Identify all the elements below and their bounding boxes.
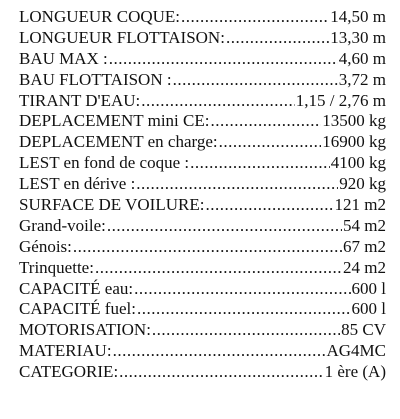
- spec-label: BAU FLOTTAISON :: [19, 69, 172, 89]
- spec-value: 16900 kg: [322, 132, 386, 152]
- dot-leader: [173, 70, 338, 91]
- dot-leader: [137, 299, 351, 320]
- dot-leader: [134, 279, 350, 300]
- spec-row-displacement-min: [0, 111, 400, 132]
- spec-value: 920 kg: [339, 174, 386, 194]
- spec-value: 54 m2: [343, 215, 386, 235]
- spec-row-waterline-beam: [0, 70, 400, 91]
- spec-value: 600 l: [351, 299, 386, 319]
- spec-label: CAPACITÉ fuel:: [19, 299, 136, 319]
- dot-leader: [181, 7, 329, 28]
- dot-leader: [107, 216, 342, 237]
- spec-value: 14,50 m: [330, 7, 386, 26]
- spec-row-ballast-keel: [0, 174, 400, 195]
- spec-row-engine: [0, 320, 400, 341]
- spec-value: 3,72 m: [338, 69, 386, 89]
- spec-value: AG4MC: [326, 341, 386, 361]
- dot-leader: [113, 341, 326, 362]
- spec-row-draft: [0, 91, 400, 112]
- dot-leader: [119, 362, 323, 383]
- spec-value: 121 m2: [334, 195, 386, 215]
- spec-value: 13,30 m: [330, 27, 386, 47]
- spec-value: 85 CV: [341, 320, 386, 340]
- spec-label: Grand-voile:: [19, 215, 106, 235]
- dot-leader: [219, 132, 322, 153]
- spec-label: BAU MAX :: [19, 48, 108, 68]
- spec-label: Génois:: [19, 236, 72, 256]
- spec-label: TIRANT D'EAU:: [19, 90, 141, 110]
- dot-leader: [73, 237, 342, 258]
- spec-label: Trinquette:: [19, 257, 94, 277]
- dot-leader: [152, 320, 340, 341]
- spec-label: CAPACITÉ eau:: [19, 278, 134, 298]
- spec-row-fuel-capacity: [0, 299, 400, 320]
- spec-row-sail-area: [0, 195, 400, 216]
- spec-value: 1,15 / 2,76 m: [295, 90, 386, 110]
- spec-label: LEST en dérive :: [19, 174, 136, 194]
- dot-leader: [141, 91, 295, 112]
- spec-sheet: [0, 7, 400, 383]
- spec-row-genoa: [0, 237, 400, 258]
- dot-leader: [109, 49, 338, 70]
- spec-row-category: [0, 362, 400, 383]
- spec-label: LEST en fond de coque :: [19, 153, 190, 173]
- spec-row-max-beam: [0, 49, 400, 70]
- spec-value: 13500 kg: [322, 111, 386, 131]
- spec-label: MATERIAU:: [19, 341, 112, 361]
- spec-row-mainsail: [0, 216, 400, 237]
- spec-value: 4100 kg: [330, 153, 386, 173]
- spec-row-water-capacity: [0, 279, 400, 300]
- spec-label: MOTORISATION:: [19, 320, 151, 340]
- spec-label: CATEGORIE:: [19, 362, 119, 382]
- dot-leader: [226, 28, 329, 49]
- spec-value: 24 m2: [343, 257, 386, 277]
- spec-value: 600 l: [351, 278, 386, 298]
- spec-row-staysail: [0, 258, 400, 279]
- spec-label: LONGUEUR FLOTTAISON:: [19, 27, 225, 47]
- spec-label: DEPLACEMENT mini CE:: [19, 111, 210, 131]
- spec-label: DEPLACEMENT en charge:: [19, 132, 218, 152]
- dot-leader: [205, 195, 333, 216]
- spec-row-material: [0, 341, 400, 362]
- spec-value: 67 m2: [343, 236, 386, 256]
- spec-label: LONGUEUR COQUE:: [19, 7, 181, 26]
- dot-leader: [95, 258, 342, 279]
- dot-leader: [190, 153, 330, 174]
- spec-row-displacement-loaded: [0, 132, 400, 153]
- dot-leader: [136, 174, 338, 195]
- spec-label: SURFACE DE VOILURE:: [19, 195, 205, 215]
- dot-leader: [210, 111, 321, 132]
- spec-row-hull-length: [0, 7, 400, 28]
- spec-row-ballast-hull: [0, 153, 400, 174]
- spec-value: 4,60 m: [338, 48, 386, 68]
- spec-row-waterline-length: [0, 28, 400, 49]
- spec-value: 1 ère (A): [324, 362, 386, 382]
